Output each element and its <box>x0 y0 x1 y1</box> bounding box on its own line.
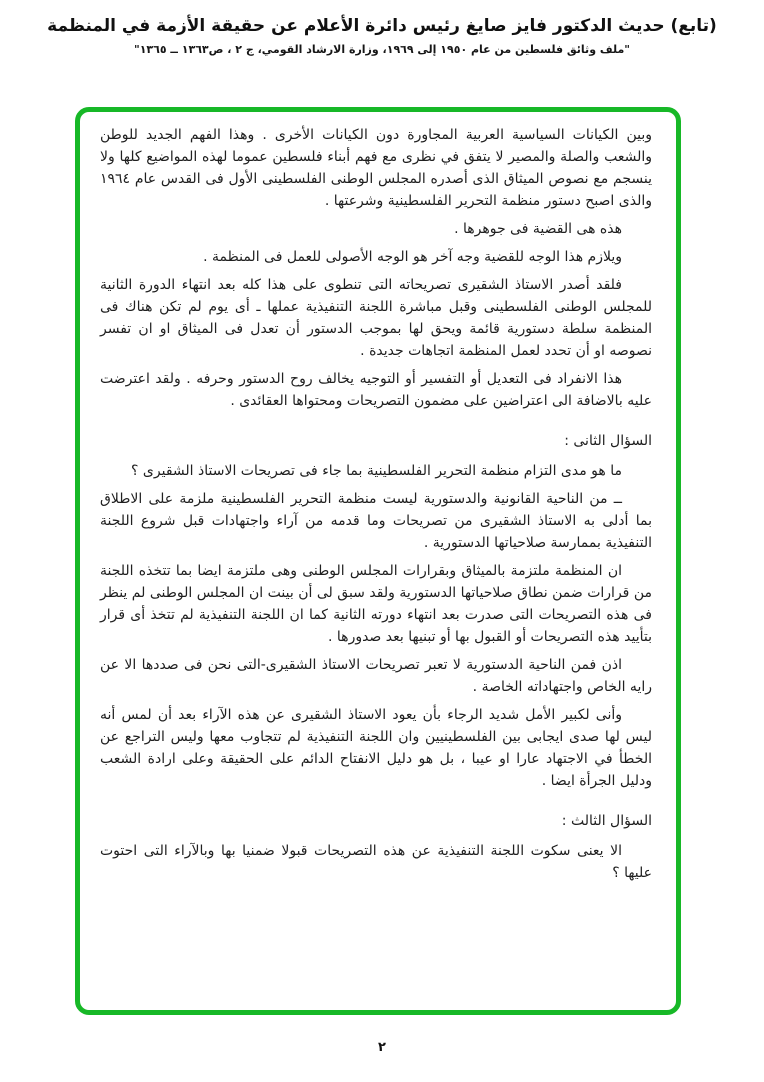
page-number: ٢ <box>378 1040 386 1055</box>
paragraph-answer: وأنى لكبير الأمل شديد الرجاء بأن يعود الاستاذ الشقيرى عن هذه الآراء بعد أن لمس أنه ليس لها صدى ايجابى بين الفلسطينيين وان اللجنة التنفيذية لم تتجاوب معها وليس التراجع عن الخطأ في الاجتهاد عارا او عيبا ، بل هو دليل الانفتاح الدائم على الحقيقة وعلى ارادة الشعب ودليل الجرأة ايضا . <box>100 707 652 789</box>
paragraph: هذه هى القضية فى جوهرها . <box>454 221 622 237</box>
section-heading-question-3: السؤال الثالث : <box>561 813 652 829</box>
document-header <box>0 16 764 56</box>
paragraph: فلقد أصدر الاستاذ الشقيرى تصريحاته التى تنطوى على هذا كله بعد انتهاء الدورة الثانية للمجلس الوطنى الفلسطينى وقبل مباشرة اللجنة التنفيذية عملها ـ أى يوم لم تكن هناك فى المنظمة سلطة دستورية قائمة ويحق لها بموجب الدستور أن تعدل فى الميثاق او ان تفسر نصوصه او أن تحدد لعمل المنظمة اتجاهات جديدة . <box>100 277 652 359</box>
paragraph-answer: ــ من الناحية القانونية والدستورية ليست منظمة التحرير الفلسطينية ملزمة على الاطلاق بما أدلى به الاستاذ الشقيرى من تصريحات وما قدمه من آراء واجتهادات قبل شروع اللجنة التنفيذية بممارسة صلاحياتها الدستورية . <box>100 491 652 551</box>
paragraph-question-3: الا يعنى سكوت اللجنة التنفيذية عن هذه التصريحات قبولا ضمنيا بها وبالآراء التى احتوت عليها ؟ <box>100 843 652 881</box>
page-subtitle: "ملف وثائق فلسطين من عام ١٩٥٠ إلى ١٩٦٩، وزارة الارشاد القومي، ج ٢ ، ص١٣٦٣ ــ ١٣٦٥" <box>133 43 630 56</box>
green-border-frame <box>75 107 681 1015</box>
paragraph: ويلازم هذا الوجه للقضية وجه آخر هو الوجه الأصولى للعمل فى المنظمة . <box>203 249 622 265</box>
section-heading-question-2: السؤال الثانى : <box>564 433 652 449</box>
document-body <box>80 112 676 1010</box>
paragraph: هذا الانفراد فى التعديل أو التفسير أو التوجيه يخالف روح الدستور وحرفه . ولقد اعترضت عليه بالاضافة الى اعتراضين على مضمون التصريحات ومحتواها العقائدى . <box>100 371 652 409</box>
paragraph-answer: اذن فمن الناحية الدستورية لا تعبر تصريحات الاستاذ الشقيرى-التى نحن فى صددها الا عن رايه الخاص واجتهاداته الخاصة . <box>100 657 652 695</box>
page-title: (تابع) حديث الدكتور فايز صايغ رئيس دائرة الأعلام عن حقيقة الأزمة في المنظمة <box>47 16 717 36</box>
paragraph-continuation: وبين الكيانات السياسية العربية المجاورة دون الكيانات الأخرى . وهذا الفهم الجديد للوطن والشعب والصلة والمصير لا يتفق في نظرى مع فهم أبناء فلسطين عموما لهذه المواضيع كلها ولا ينسجم مع نصوص الميثاق الذى أصدره المجلس الوطنى الفلسطينى الأول فى القدس عام ١٩٦٤ والذى اصبح دستور منظمة التحرير الفلسطينية وشرعتها . <box>100 127 652 209</box>
paragraph-question-2: ما هو مدى التزام منظمة التحرير الفلسطينية بما جاء فى تصريحات الاستاذ الشقيرى ؟ <box>131 463 622 479</box>
paragraph-answer: ان المنظمة ملتزمة بالميثاق وبقرارات المجلس الوطنى وهى ملتزمة ايضا بما تتخذه اللجنة من قرارات ضمن نطاق صلاحياتها الدستورية ولقد سبق لى أن بينت ان المجلس الوطنى لم ينظر فى هذه التصريحات التى صدرت بعد انتهاء دورته الثانية كما ان اللجنة التنفيذية لم تتخذ أى قرار بتأييد هذه التصريحات أو القبول بها أو تبنيها بعد صدورها . <box>100 563 652 645</box>
